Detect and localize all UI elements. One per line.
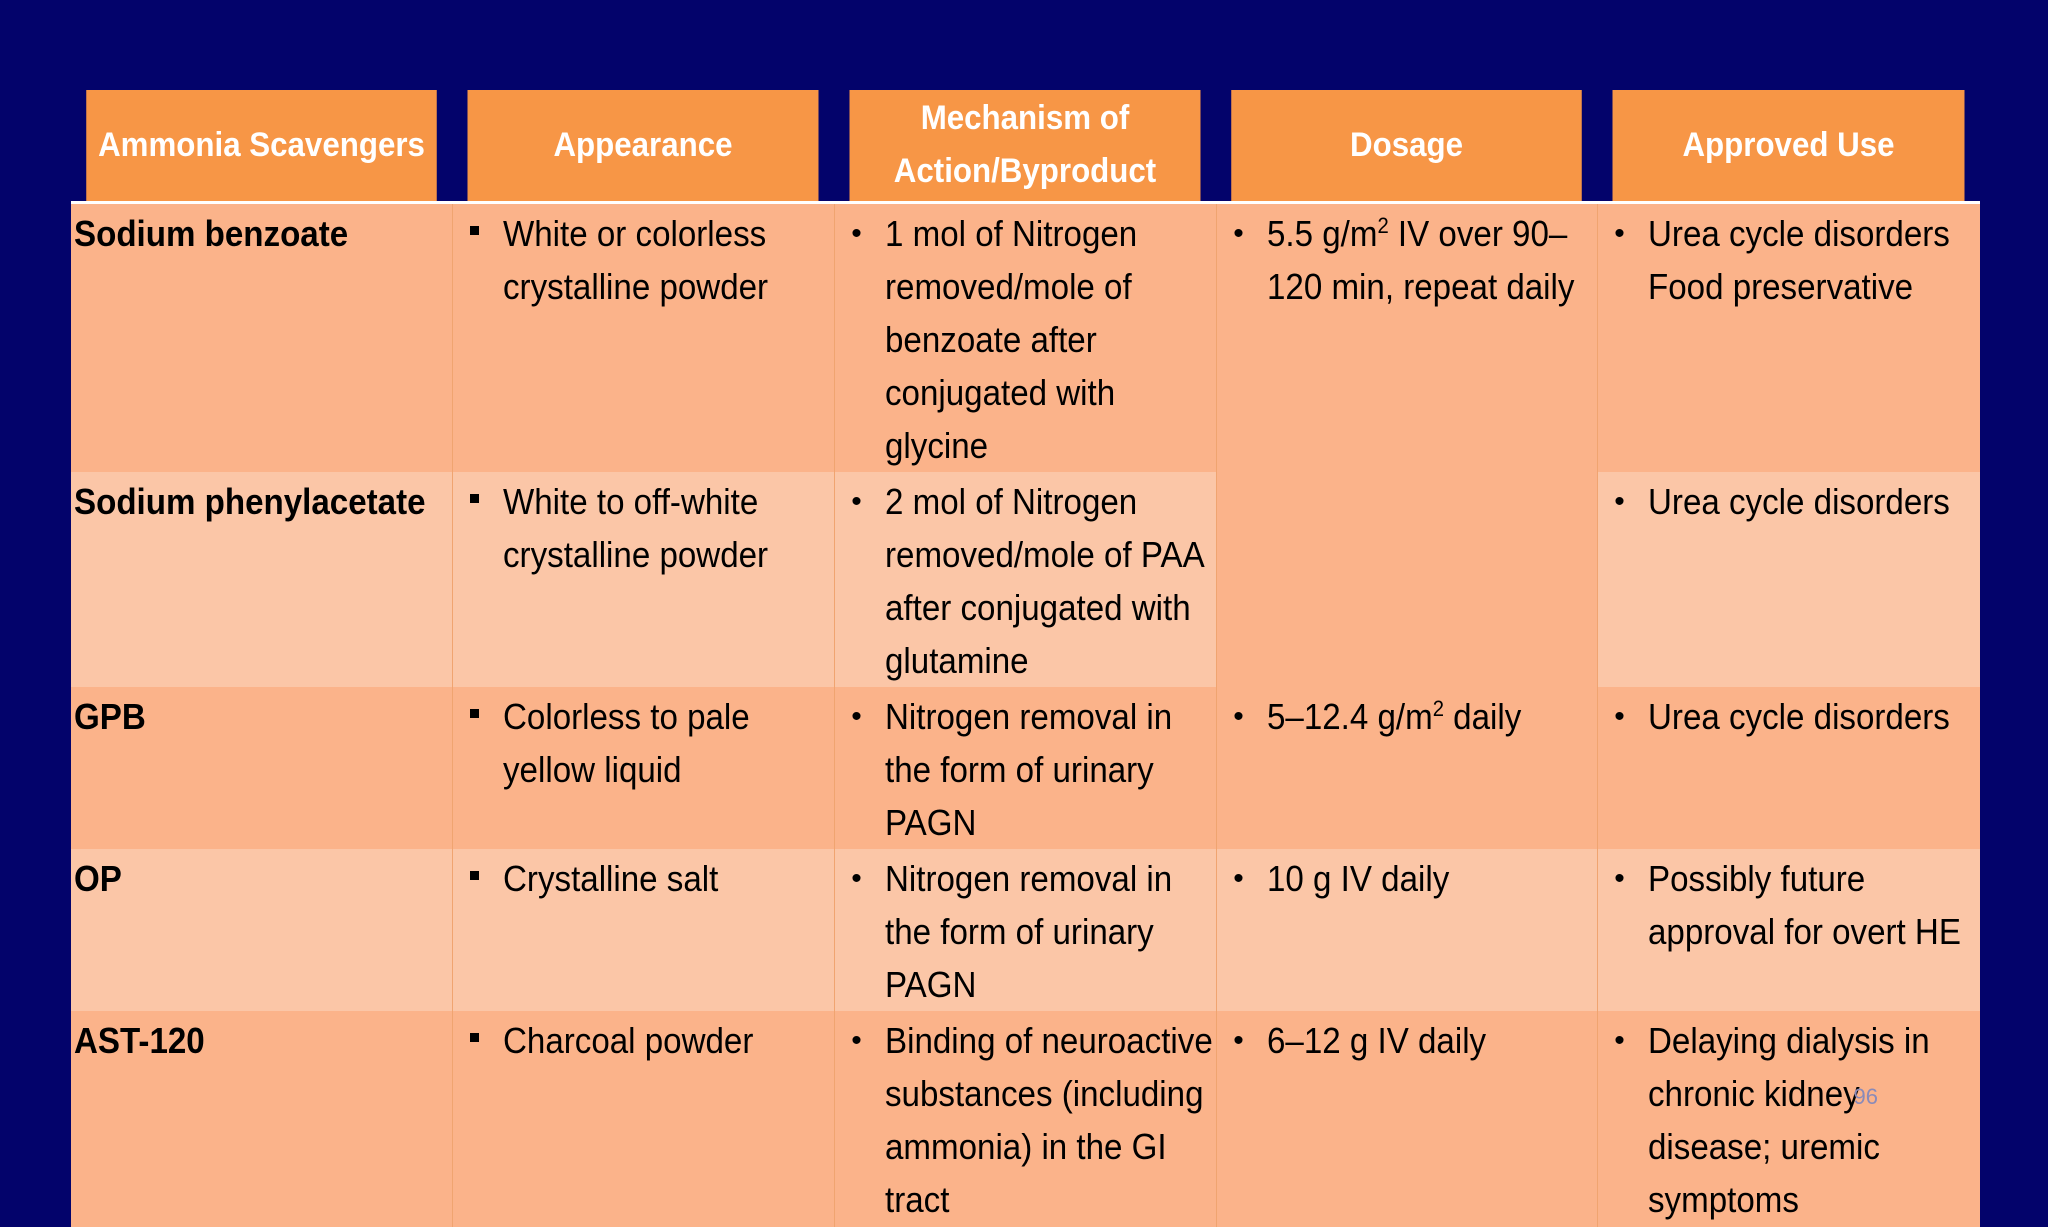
bullet-icon: • [1233, 216, 1244, 250]
dosage-cell: • 5–12.4 $g/m^2$ daily [1216, 687, 1597, 849]
header-mechanism: Mechanism of Action/Byproduct [849, 90, 1200, 202]
approved-use-cell: • Urea cycle disorders [1597, 472, 1980, 687]
mechanism-cell: • Nitrogen removal in the form of urinary PAGN [834, 687, 1216, 849]
appearance-cell: Colorless to pale yellow liquid [452, 687, 834, 849]
bullet-icon: • [1233, 861, 1244, 895]
page-number: 96 [1853, 1084, 1878, 1109]
scavenger-name: AST-120 [71, 1011, 452, 1227]
approved-use-cell: • Urea cycle disorders Food preservative [1597, 202, 1980, 472]
mechanism-cell: • Nitrogen removal in the form of urinary PAGN [834, 849, 1216, 1011]
header-approved-use: Approved Use [1612, 90, 1964, 202]
bullet-icon: • [1614, 1023, 1625, 1057]
square-bullet-icon [460, 852, 490, 905]
dosage-cell: • 10 g IV daily [1216, 849, 1597, 1011]
bullet-icon: • [1614, 484, 1625, 518]
appearance-cell: Charcoal powder [452, 1011, 834, 1227]
square-bullet-icon [460, 475, 490, 528]
scavenger-name: GPB [71, 687, 452, 849]
appearance-cell: White or colorless crystalline powder [452, 202, 834, 472]
square-bullet-icon [460, 1014, 490, 1067]
bullet-icon: • [1614, 216, 1625, 250]
dosage-cell: • 6–12 g IV daily [1216, 1011, 1597, 1227]
approved-use-cell: • Urea cycle disorders [1597, 687, 1980, 849]
square-bullet-icon [460, 207, 490, 260]
mechanism-cell: • 2 mol of Nitrogen removed/mole of PAA after conjugated with glutamine [834, 472, 1216, 687]
appearance-cell: White to off-white crystalline powder [452, 472, 834, 687]
bullet-icon: • [1233, 1023, 1244, 1057]
header-scavengers: Ammonia Scavengers [86, 90, 437, 202]
table-row [71, 1011, 1980, 1227]
header-dosage: Dosage [1231, 90, 1582, 202]
scavenger-name: Sodium phenylacetate [71, 472, 452, 687]
scavenger-name: Sodium benzoate [71, 202, 452, 472]
mechanism-cell: • Binding of neuroactive substances (including ammonia) in the GI tract [834, 1011, 1216, 1227]
bullet-icon: • [851, 861, 862, 895]
mechanism-cell: • 1 mol of Nitrogen removed/mole of benzoate after conjugated with glycine [834, 202, 1216, 472]
header-appearance: Appearance [467, 90, 818, 202]
table-row [71, 472, 1980, 687]
bullet-icon: • [851, 699, 862, 733]
table-header-row [71, 90, 1980, 202]
appearance-cell: Crystalline salt [452, 849, 834, 1011]
bullet-icon: • [851, 484, 862, 518]
table-row [71, 202, 1980, 472]
ammonia-scavengers-table [71, 90, 1980, 1227]
bullet-icon: • [1233, 699, 1244, 733]
scavenger-name: OP [71, 849, 452, 1011]
dosage-cell: • 5.5 $g/m^2$ IV over 90–120 min, repeat daily [1216, 202, 1597, 687]
approved-use-cell: • Possibly future approval for overt HE [1597, 849, 1980, 1011]
bullet-icon: • [1614, 699, 1625, 733]
bullet-icon: • [1614, 861, 1625, 895]
square-bullet-icon [460, 690, 490, 743]
table-row [71, 687, 1980, 849]
bullet-icon: • [851, 1023, 862, 1057]
approved-use-cell: • Delaying dialysis in chronic kidney disease; uremic symptoms [1597, 1011, 1980, 1227]
table-row [71, 849, 1980, 1011]
bullet-icon: • [851, 216, 862, 250]
